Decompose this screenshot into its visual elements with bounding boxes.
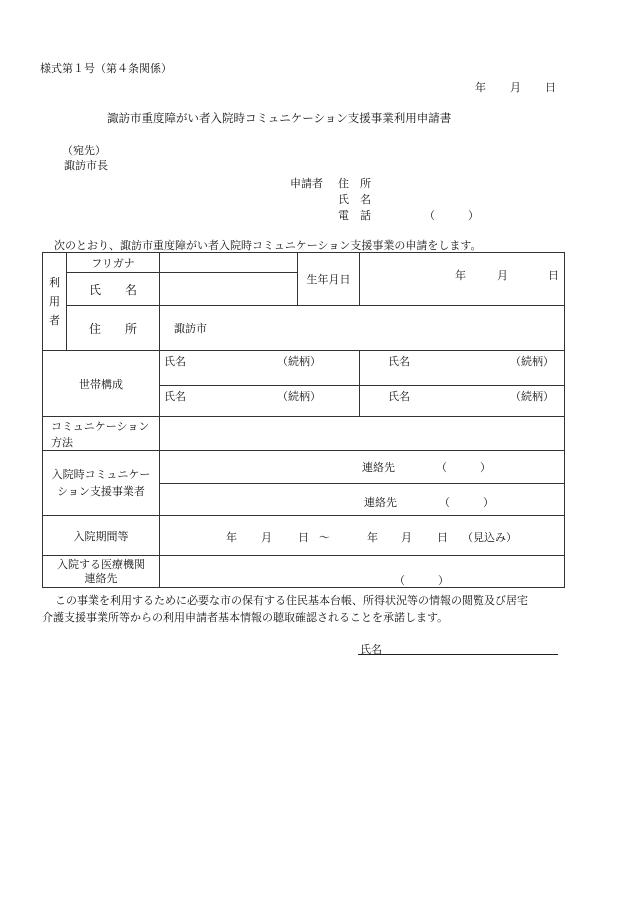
period-expected: （見込み） — [462, 531, 517, 544]
consent-line-1: この事業を利用するために必要な市の保有する住民基本台帳、所得状況等の情報の閲覧及び居宅 — [55, 594, 528, 607]
medical-institution-label-cell — [43, 556, 160, 588]
date-month-label: 月 — [510, 81, 521, 94]
member-name-label: 氏名 — [164, 355, 186, 368]
date-day-label: 日 — [545, 81, 556, 94]
support-provider-2[interactable] — [160, 484, 565, 516]
addressee-name: 諏訪市長 — [64, 159, 108, 172]
medical-institution-field[interactable] — [160, 556, 565, 588]
hospital-period-label: 入院期間等 — [43, 516, 160, 556]
birth-day-label: 日 — [548, 269, 559, 282]
member-relation-label: （続柄） — [510, 355, 554, 368]
addressee-label: （宛先） — [62, 144, 106, 157]
name-field[interactable] — [160, 273, 298, 306]
birth-date-field[interactable] — [360, 253, 565, 306]
consent-line-2: 介護支援事業所等からの利用申請者基本情報の聴取確認されることを承諾します。 — [42, 611, 449, 624]
applicant-role: 申請者 — [290, 177, 323, 190]
period-end-year: 年 — [367, 531, 378, 544]
address-label: 住 所 — [67, 306, 160, 351]
birth-date-label: 生年月日 — [298, 253, 360, 306]
member-relation-label: （続柄） — [510, 390, 554, 403]
period-start-day: 日 — [298, 531, 309, 544]
user-label-cell — [43, 253, 67, 351]
period-tilde: ～ — [319, 531, 330, 544]
support-provider-1[interactable] — [160, 451, 565, 484]
household-label: 世帯構成 — [43, 351, 160, 417]
applicant-address-label: 住 所 — [338, 177, 371, 190]
support-provider-label: 入院時コミュニケーション支援事業者 — [43, 451, 160, 516]
address-field[interactable]: 諏訪市 — [160, 306, 565, 351]
signature-line[interactable] — [358, 654, 558, 655]
contact-label: 連絡先 — [362, 461, 395, 474]
contact-paren: （ ） — [436, 461, 491, 474]
household-member-1[interactable] — [160, 351, 360, 386]
signature-name-label: 氏名 — [360, 643, 382, 656]
applicant-phone-label: 電 話 — [338, 209, 371, 222]
household-member-2[interactable] — [360, 351, 565, 386]
member-relation-label: （続柄） — [277, 390, 321, 403]
applicant-name-label: 氏 名 — [338, 193, 371, 206]
birth-year-label: 年 — [455, 269, 466, 282]
period-start-month: 月 — [261, 531, 272, 544]
contact-label: 連絡先 — [364, 496, 397, 509]
period-end-month: 月 — [401, 531, 412, 544]
member-name-label: 氏名 — [388, 355, 410, 368]
furigana-label: フリガナ — [67, 253, 160, 273]
furigana-field[interactable] — [160, 253, 298, 273]
medical-institution-label: 入院する医療機関 — [57, 557, 145, 571]
communication-method-label: コミュニケーション方法 — [43, 417, 160, 451]
period-end-day: 日 — [437, 531, 448, 544]
period-start-year: 年 — [226, 531, 237, 544]
household-member-3[interactable] — [160, 386, 360, 417]
medical-contact-label: 連絡先 — [84, 571, 118, 585]
hospital-period-field[interactable] — [160, 516, 565, 556]
household-member-4[interactable] — [360, 386, 565, 417]
page-title: 諏訪市重度障がい者入院時コミュニケーション支援事業利用申請書 — [107, 111, 452, 125]
contact-paren: （ ） — [439, 496, 494, 509]
date-year-label: 年 — [475, 81, 486, 94]
intro-text: 次のとおり、諏訪市重度障がい者入院時コミュニケーション支援事業の申請をします。 — [54, 239, 482, 252]
form-number: 様式第１号（第４条関係） — [40, 62, 172, 75]
user-label: 利用者 — [49, 276, 60, 327]
communication-method-field[interactable] — [160, 417, 565, 451]
member-relation-label: （続柄） — [277, 355, 321, 368]
application-table — [42, 252, 565, 588]
birth-month-label: 月 — [497, 269, 508, 282]
medical-contact-paren: （ ） — [394, 574, 449, 587]
applicant-phone-paren: （ ） — [424, 209, 479, 222]
member-name-label: 氏名 — [164, 390, 186, 403]
name-label: 氏 名 — [67, 273, 160, 306]
member-name-label: 氏名 — [388, 390, 410, 403]
